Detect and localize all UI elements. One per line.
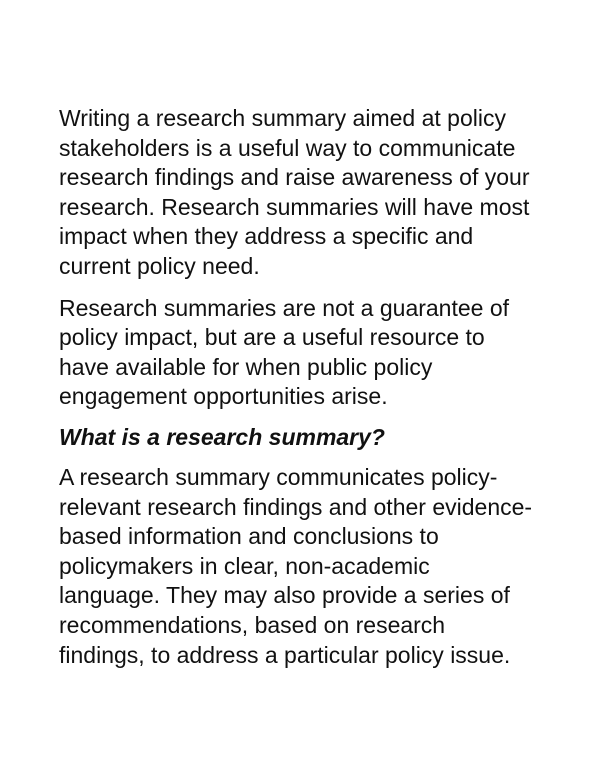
paragraph-line: relevant research findings and other evidence- [59, 493, 533, 520]
paragraph-line: have available for when public policy [59, 353, 433, 380]
paragraph-line: stakeholders is a useful way to communicate [59, 134, 516, 161]
paragraph-line: policymakers in clear, non-academic [59, 552, 430, 579]
paragraph-line: research. Research summaries will have most [59, 193, 530, 220]
paragraph-line: recommendations, based on research [59, 611, 446, 638]
paragraph-line: policy impact, but are a useful resource to [59, 324, 485, 351]
paragraph-line: research findings and raise awareness of your [59, 164, 530, 191]
section-heading: What is a research summary? [59, 423, 385, 450]
definition-paragraph [59, 463, 589, 670]
impact-paragraph [59, 294, 589, 412]
paragraph-line: impact when they address a specific and [59, 223, 474, 250]
paragraph-line: findings, to address a particular policy issue. [59, 641, 511, 668]
paragraph-line: language. They may also provide a series of [59, 582, 510, 609]
paragraph-line: based information and conclusions to [59, 523, 439, 550]
paragraph-line: current policy need. [59, 252, 260, 279]
intro-paragraph [59, 104, 589, 282]
paragraph-line: Writing a research summary aimed at policy [59, 105, 506, 131]
paragraph-line: engagement opportunities arise. [59, 383, 388, 410]
paragraph-line: A research summary communicates policy- [59, 463, 498, 490]
paragraph-line: Research summaries are not a guarantee of [59, 294, 510, 321]
document-page [59, 104, 589, 670]
